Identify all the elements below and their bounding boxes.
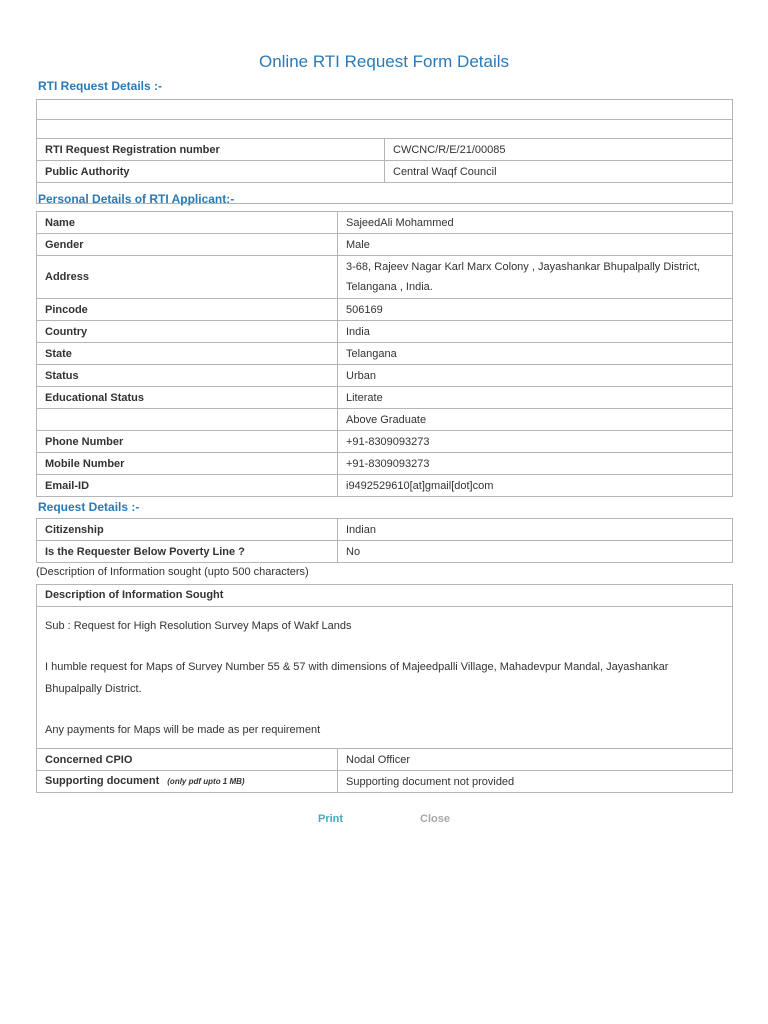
table-row	[37, 343, 733, 365]
table-row	[37, 475, 733, 497]
table-row	[37, 409, 733, 431]
educational-status-label: Educational Status	[37, 387, 338, 409]
mobile-number-label: Mobile Number	[37, 453, 338, 475]
table-row	[37, 234, 733, 256]
description-body	[37, 615, 732, 741]
citizenship-value: Indian	[338, 519, 733, 541]
table-row	[37, 256, 733, 299]
name-label: Name	[37, 212, 338, 234]
phone-number-value: +91-8309093273	[338, 431, 733, 453]
status-value: Urban	[338, 365, 733, 387]
table-row	[37, 541, 733, 563]
email-value: i9492529610[at]gmail[dot]com	[338, 475, 733, 497]
print-button[interactable]: Print	[318, 813, 344, 825]
cpio-value: Nodal Officer	[338, 749, 733, 771]
supporting-document-label: Supporting document	[45, 775, 160, 787]
description-line: I humble request for Maps of Survey Number 55 & 57 with dimensions of Majeedpalli Village, Mahadevpur Mandal, Jayashankar Bhupalpally District.	[45, 661, 669, 695]
request-details-heading: Request Details :-	[38, 500, 140, 514]
phone-number-label: Phone Number	[37, 431, 338, 453]
pincode-value: 506169	[338, 299, 733, 321]
description-box	[36, 584, 733, 749]
description-heading: Description of Information Sought	[37, 585, 732, 607]
gender-value: Male	[338, 234, 733, 256]
registration-number-label: RTI Request Registration number	[37, 139, 385, 161]
educational-detail-label	[37, 409, 338, 431]
status-label: Status	[37, 365, 338, 387]
poverty-line-value: No	[338, 541, 733, 563]
educational-status-value: Literate	[338, 387, 733, 409]
table-row	[37, 453, 733, 475]
description-line: Any payments for Maps will be made as per requirement	[45, 724, 321, 736]
educational-detail-value: Above Graduate	[338, 409, 733, 431]
table-row	[37, 321, 733, 343]
pincode-label: Pincode	[37, 299, 338, 321]
supporting-document-note: (only pdf upto 1 MB)	[167, 777, 245, 786]
name-value: SajeedAli Mohammed	[338, 212, 733, 234]
table-row	[37, 749, 733, 771]
description-note: (Description of Information sought (upto 500 characters)	[36, 566, 309, 578]
state-value: Telangana	[338, 343, 733, 365]
description-line: Sub : Request for High Resolution Survey Maps of Wakf Lands	[45, 620, 352, 632]
country-label: Country	[37, 321, 338, 343]
request-details-table	[36, 518, 733, 563]
close-button[interactable]: Close	[420, 813, 450, 825]
public-authority-label: Public Authority	[37, 161, 385, 183]
supporting-document-value: Supporting document not provided	[338, 771, 733, 793]
spacer-row	[37, 120, 733, 139]
table-row	[37, 771, 733, 793]
mobile-number-value: +91-8309093273	[338, 453, 733, 475]
gender-label: Gender	[37, 234, 338, 256]
state-label: State	[37, 343, 338, 365]
table-row	[37, 519, 733, 541]
table-row	[37, 212, 733, 234]
supporting-document-label-cell	[37, 771, 338, 793]
cpio-label: Concerned CPIO	[37, 749, 338, 771]
cpio-table	[36, 748, 733, 793]
table-row	[37, 387, 733, 409]
table-row	[37, 365, 733, 387]
country-value: India	[338, 321, 733, 343]
address-value: 3-68, Rajeev Nagar Karl Marx Colony , Jayashankar Bhupalpally District, Telangana , India.	[338, 256, 733, 299]
table-row	[37, 139, 733, 161]
public-authority-value: Central Waqf Council	[385, 161, 733, 183]
poverty-line-label: Is the Requester Below Poverty Line ?	[37, 541, 338, 563]
personal-details-heading: Personal Details of RTI Applicant:-	[38, 192, 235, 206]
citizenship-label: Citizenship	[37, 519, 338, 541]
email-label: Email-ID	[37, 475, 338, 497]
address-label: Address	[37, 256, 338, 299]
rti-request-heading: RTI Request Details :-	[38, 79, 163, 93]
table-row	[37, 161, 733, 183]
registration-number-value: CWCNC/R/E/21/00085	[385, 139, 733, 161]
table-row	[37, 299, 733, 321]
page-title: Online RTI Request Form Details	[258, 52, 510, 71]
personal-details-table	[36, 211, 733, 497]
rti-request-table	[36, 99, 733, 204]
table-row	[37, 431, 733, 453]
blank-row	[37, 100, 733, 120]
